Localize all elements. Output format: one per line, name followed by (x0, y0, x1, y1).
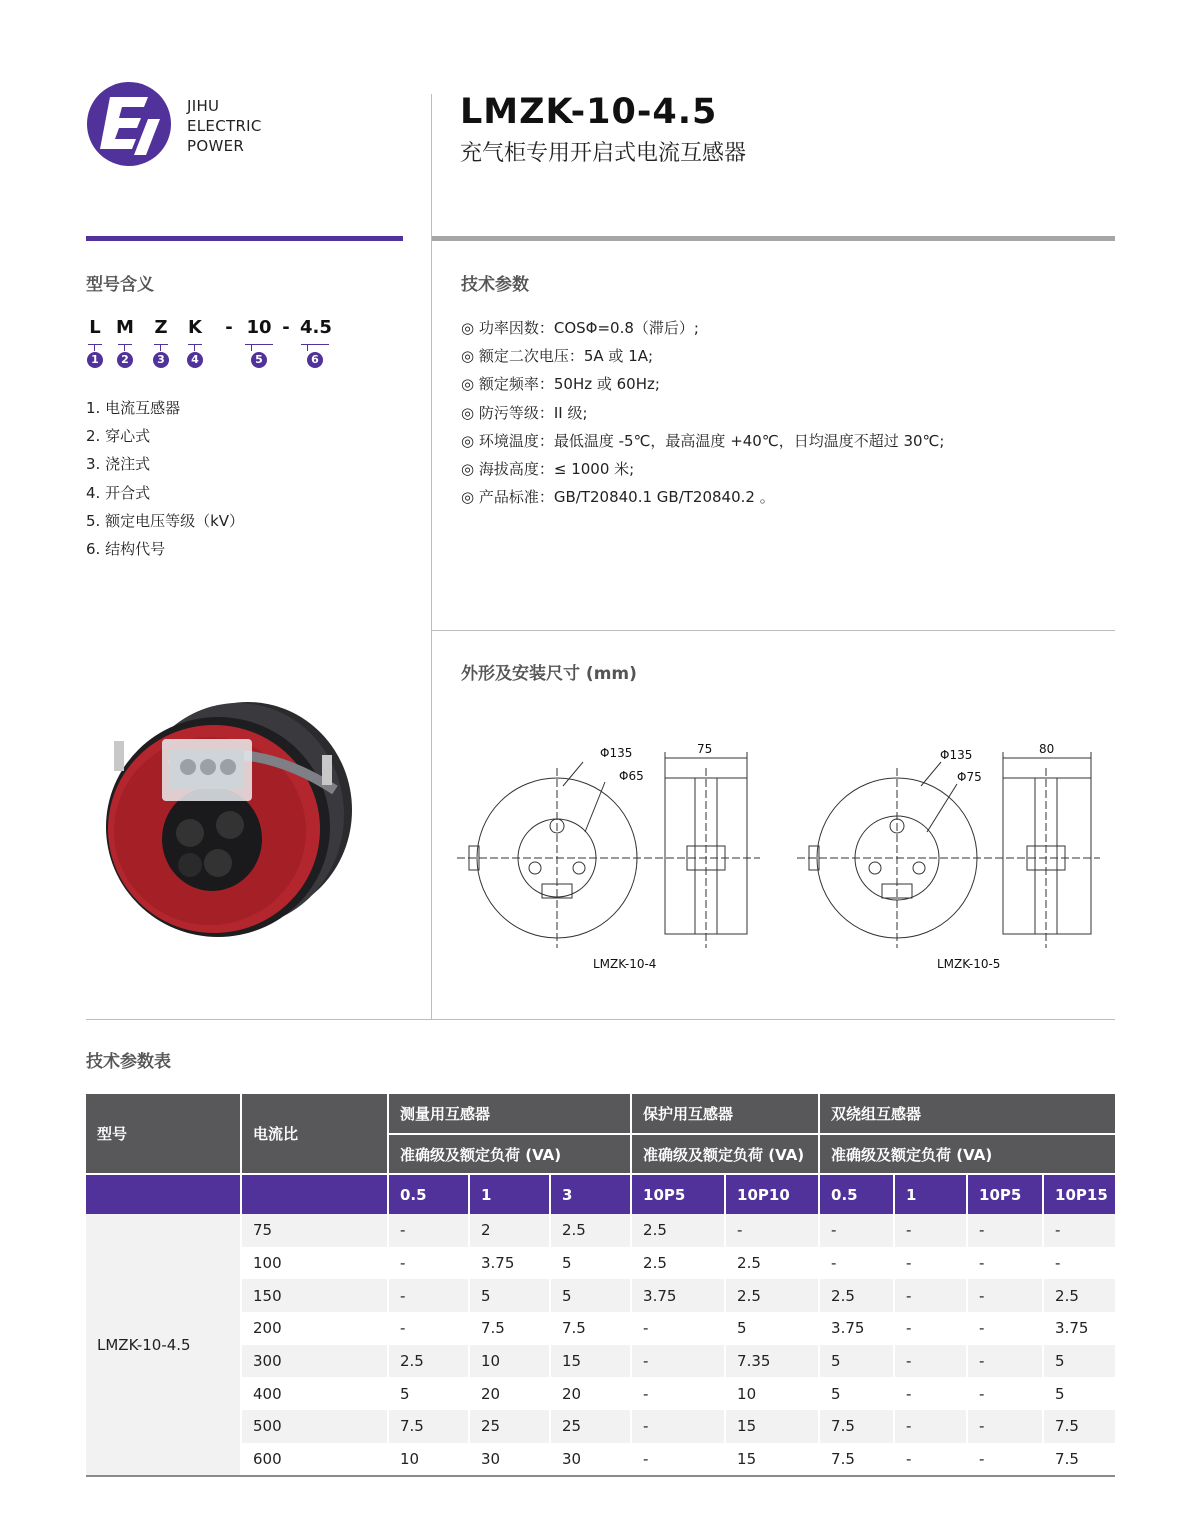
table-cell: 5 (388, 1377, 469, 1410)
code-separator: - (282, 317, 290, 338)
spec-table-title: 技术参数表 (86, 1052, 171, 1072)
table-cell: 2.5 (725, 1247, 819, 1280)
table-cell: - (388, 1312, 469, 1345)
ratio-cell: 100 (241, 1247, 388, 1280)
table-cell: - (388, 1214, 469, 1247)
table-cell: - (894, 1214, 967, 1247)
table-cell: 5 (819, 1377, 894, 1410)
table-cell: - (894, 1410, 967, 1443)
ratio-cell: 200 (241, 1312, 388, 1345)
table-cell: 20 (469, 1377, 550, 1410)
group-header: 保护用互感器 (631, 1094, 819, 1134)
table-cell: - (631, 1443, 725, 1476)
ratio-cell: 400 (241, 1377, 388, 1410)
header-divider (431, 94, 432, 240)
brand-line-1: JIHU (187, 97, 220, 115)
table-cell: - (967, 1410, 1043, 1443)
col-header-ratio: 电流比 (241, 1094, 388, 1174)
dim-outer-label: Φ135 (940, 748, 973, 762)
spec-table (86, 1094, 1115, 1476)
table-cell: - (894, 1345, 967, 1378)
col-header-model: 型号 (86, 1094, 241, 1174)
class-header-blank (241, 1174, 388, 1214)
table-cell: 25 (550, 1410, 631, 1443)
table-cell: 5 (550, 1247, 631, 1280)
table-cell: - (967, 1443, 1043, 1476)
list-item: 3. 浇注式 (86, 455, 151, 474)
table-cell: 30 (550, 1443, 631, 1476)
table-cell: 5 (550, 1279, 631, 1312)
group-header: 双绕组互感器 (819, 1094, 1115, 1134)
table-cell: - (894, 1247, 967, 1280)
dim-width-label: 75 (697, 742, 713, 756)
list-item: ◎ 产品标准：GB/T20840.1 GB/T20840.2 。 (461, 488, 775, 507)
list-item: ◎ 环境温度：最低温度 -5℃，最高温度 +40℃，日均温度不超过 30℃; (461, 431, 945, 450)
table-cell: 10 (388, 1443, 469, 1476)
table-cell: - (967, 1214, 1043, 1247)
table-cell: 10 (725, 1377, 819, 1410)
table-cell: - (631, 1312, 725, 1345)
table-cell: 7.5 (388, 1410, 469, 1443)
table-row (86, 1279, 1115, 1312)
list-item: ◎ 额定频率：50Hz 或 60Hz; (461, 375, 660, 394)
table-cell: 5 (469, 1279, 550, 1312)
table-cell: 15 (725, 1443, 819, 1476)
sub-header: 准确级及额定负荷 (VA) (631, 1134, 819, 1174)
table-cell: - (388, 1247, 469, 1280)
table-cell: 2.5 (631, 1247, 725, 1280)
list-item: 2. 穿心式 (86, 427, 151, 446)
list-item: 5. 额定电压等级（kV） (86, 511, 245, 530)
table-cell: 7.5 (819, 1443, 894, 1476)
table-cell: 2.5 (388, 1345, 469, 1378)
table-cell: 15 (550, 1345, 631, 1378)
table-cell: - (894, 1279, 967, 1312)
table-cell: 7.5 (1055, 1450, 1079, 1469)
ratio-cell: 600 (241, 1443, 388, 1476)
table-cell: 5 (1055, 1384, 1065, 1403)
ratio-cell: 500 (241, 1410, 388, 1443)
sub-header: 准确级及额定负荷 (VA) (819, 1134, 1115, 1174)
code-letter: L (89, 317, 101, 338)
drawing-label: LMZK-10-4 (593, 957, 657, 971)
list-item: ◎ 额定二次电压：5A 或 1A; (461, 347, 654, 366)
brand-line-2: ELECTRIC (187, 117, 262, 135)
code-letter: M (116, 317, 134, 338)
table-cell: - (631, 1377, 725, 1410)
model-meaning-title: 型号含义 (86, 275, 154, 295)
table-row (86, 1312, 1115, 1345)
table-cell: - (819, 1214, 894, 1247)
class-header: 10P5 (631, 1174, 725, 1214)
list-item: 1. 电流互感器 (86, 399, 181, 417)
product-subtitle: 充气柜专用开启式电流互感器 (460, 141, 747, 166)
list-item: 4. 开合式 (86, 483, 151, 502)
table-row (86, 1377, 1115, 1410)
table-cell: - (967, 1345, 1043, 1378)
model-cell: LMZK-10-4.5 (86, 1214, 241, 1476)
list-item: ◎ 功率因数：COSΦ=0.8（滞后）; (461, 319, 699, 337)
class-header: 10P10 (725, 1174, 819, 1214)
table-cell: - (388, 1279, 469, 1312)
table-cell: 2.5 (550, 1214, 631, 1247)
table-cell: 2 (469, 1214, 550, 1247)
table-cell: - (1055, 1254, 1061, 1273)
ratio-cell: 75 (241, 1214, 388, 1247)
list-item: ◎ 海拔高度：≤ 1000 米; (461, 460, 635, 479)
gray-bar (432, 236, 1115, 241)
dim-outer-label: Φ135 (600, 746, 633, 760)
section-divider (86, 1019, 1115, 1020)
code-separator: - (225, 317, 233, 338)
table-cell: 7.35 (725, 1345, 819, 1378)
table-row (86, 1443, 1115, 1476)
class-header: 10P15 (1043, 1174, 1115, 1214)
tech-params-title: 技术参数 (461, 275, 529, 295)
table-row (86, 1247, 1115, 1280)
table-row (86, 1410, 1115, 1443)
table-cell: 2.5 (819, 1279, 894, 1312)
table-cell: - (894, 1312, 967, 1345)
table-cell: 7.5 (469, 1312, 550, 1345)
class-header: 10P5 (967, 1174, 1043, 1214)
ratio-cell: 150 (241, 1279, 388, 1312)
dim-inner-label: Φ75 (957, 770, 982, 784)
table-cell: - (1043, 1214, 1115, 1247)
list-item: 6. 结构代号 (86, 540, 166, 559)
class-header-blank (86, 1174, 241, 1214)
dimension-drawing-right (795, 738, 1105, 983)
dimension-drawing-left (455, 738, 765, 983)
table-cell: 5 (1043, 1345, 1115, 1378)
sub-header: 准确级及额定负荷 (VA) (388, 1134, 631, 1174)
code-letter: 10 (246, 317, 272, 338)
table-cell: 2.5 (725, 1279, 819, 1312)
table-row (86, 1345, 1115, 1378)
table-cell: 15 (725, 1410, 819, 1443)
table-cell: 10 (469, 1345, 550, 1378)
model-meaning-list (86, 394, 244, 563)
product-photo (100, 695, 360, 945)
table-cell: - (725, 1214, 819, 1247)
class-header: 0.5 (388, 1174, 469, 1214)
table-cell: - (967, 1312, 1043, 1345)
drawing-label: LMZK-10-5 (937, 957, 1001, 971)
ratio-cell: 300 (241, 1345, 388, 1378)
table-cell: - (819, 1247, 894, 1280)
table-cell: 30 (469, 1443, 550, 1476)
class-header: 0.5 (819, 1174, 894, 1214)
accent-bar (86, 236, 403, 241)
table-cell: - (967, 1279, 1043, 1312)
table-cell: 7.5 (550, 1312, 631, 1345)
table-cell: - (967, 1247, 1043, 1280)
table-cell: 20 (550, 1377, 631, 1410)
list-item: ◎ 防污等级：II 级; (461, 403, 588, 422)
table-cell: 2.5 (631, 1214, 725, 1247)
table-cell: - (631, 1345, 725, 1378)
dimensions-title: 外形及安装尺寸 (mm) (461, 664, 637, 684)
table-cell: 5 (819, 1345, 894, 1378)
table-cell: 3.75 (631, 1279, 725, 1312)
table-bottom-rule (86, 1475, 1115, 1477)
brand-line-3: POWER (187, 137, 245, 155)
tech-params-list (461, 314, 944, 511)
dim-inner-label: Φ65 (619, 769, 644, 783)
dim-width-label: 80 (1039, 742, 1055, 756)
product-title: LMZK-10-4.5 (460, 92, 718, 132)
code-letter: Z (154, 317, 168, 338)
table-cell: - (967, 1377, 1043, 1410)
brand-logo (86, 81, 172, 167)
table-cell: - (631, 1410, 725, 1443)
code-letter: 4.5 (300, 317, 332, 338)
table-cell: 3.75 (469, 1247, 550, 1280)
table-cell: 7.5 (819, 1410, 894, 1443)
table-cell: - (894, 1377, 967, 1410)
brand-name (187, 96, 262, 156)
table-cell: 25 (469, 1410, 550, 1443)
table-row (86, 1214, 1115, 1247)
table-cell: 3.75 (1055, 1319, 1089, 1338)
class-header: 1 (894, 1174, 967, 1214)
table-cell: - (894, 1443, 967, 1476)
code-letter: K (188, 317, 202, 338)
table-cell: 2.5 (1043, 1279, 1115, 1312)
table-cell: 5 (725, 1312, 819, 1345)
table-cell: 7.5 (1043, 1410, 1115, 1443)
class-header: 1 (469, 1174, 550, 1214)
group-header: 测量用互感器 (388, 1094, 631, 1134)
section-divider (432, 630, 1115, 631)
table-cell: 3.75 (819, 1312, 894, 1345)
class-header: 3 (550, 1174, 631, 1214)
